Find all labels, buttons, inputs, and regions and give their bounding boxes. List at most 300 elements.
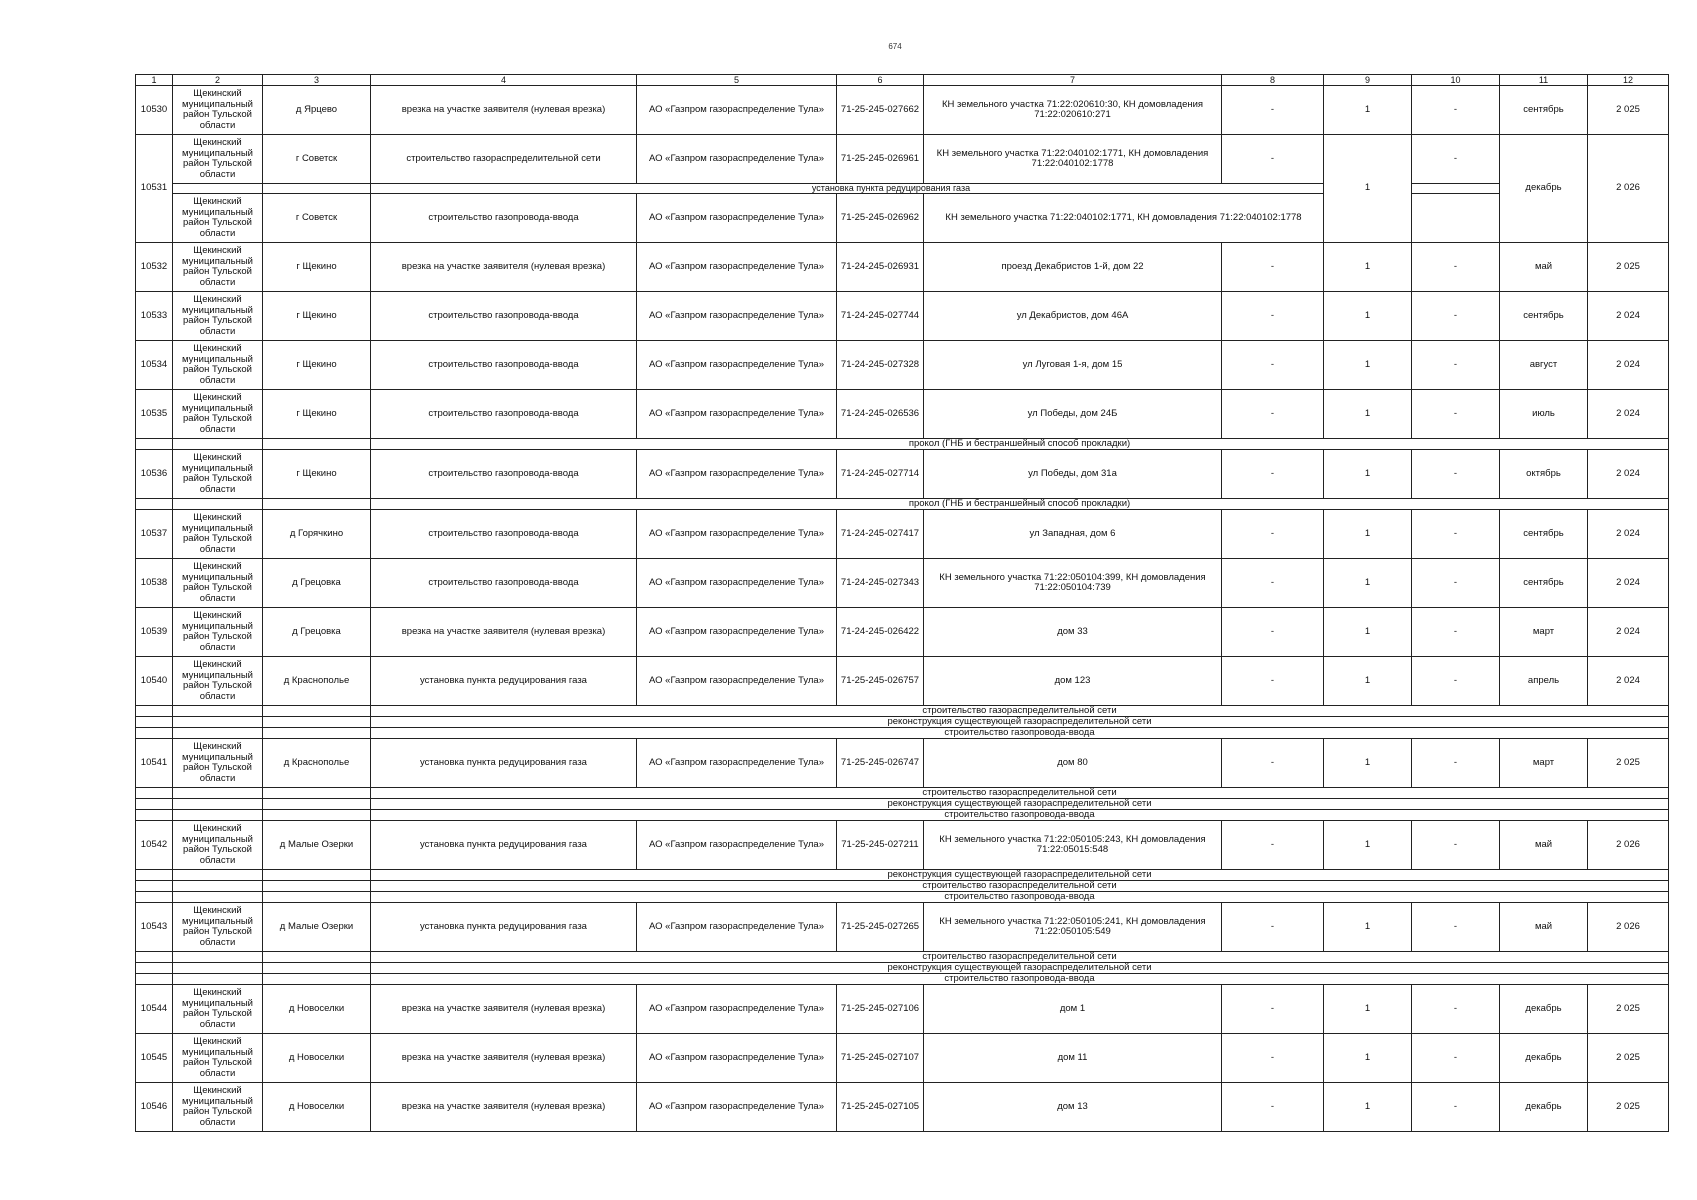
work-type-cell: врезка на участке заявителя (нулевая врезка) xyxy=(371,1034,637,1083)
column-number-row xyxy=(136,75,1669,86)
row-number: 10539 xyxy=(136,608,173,657)
year-cell: 2 025 xyxy=(1588,1083,1669,1132)
object-code-cell: 71-24-245-026422 xyxy=(837,608,924,657)
column-number: 12 xyxy=(1588,75,1669,86)
object-code-cell: 71-25-245-027107 xyxy=(837,1034,924,1083)
sub-row xyxy=(136,963,1669,974)
year-cell: 2 026 xyxy=(1588,903,1669,952)
column-8-cell: - xyxy=(1222,657,1324,706)
locality-cell: д Ярцево xyxy=(263,86,371,135)
column-8-cell: - xyxy=(1222,135,1324,184)
year-cell: 2 025 xyxy=(1588,86,1669,135)
locality-cell: г Щекино xyxy=(263,450,371,499)
district-cell: Щекинский муниципальный район Тульской области xyxy=(173,903,263,952)
row-number: 10533 xyxy=(136,292,173,341)
object-code-cell: 71-25-245-027662 xyxy=(837,86,924,135)
month-cell: апрель xyxy=(1500,657,1588,706)
table-row xyxy=(136,608,1669,657)
table-row xyxy=(136,510,1669,559)
column-number: 6 xyxy=(837,75,924,86)
locality-cell: д Краснополье xyxy=(263,657,371,706)
column-number: 8 xyxy=(1222,75,1324,86)
column-10-cell: - xyxy=(1412,292,1500,341)
empty-cell xyxy=(136,439,173,450)
district-cell: Щекинский муниципальный район Тульской области xyxy=(173,1083,263,1132)
address-cell: дом 11 xyxy=(924,1034,1222,1083)
empty-cell xyxy=(136,892,173,903)
locality-cell: г Щекино xyxy=(263,390,371,439)
address-cell: ул Западная, дом 6 xyxy=(924,510,1222,559)
address-cell: КН земельного участка 71:22:050105:243, КН домовладения 71:22:05015:548 xyxy=(924,821,1222,870)
empty-cell xyxy=(136,728,173,739)
address-cell: КН земельного участка 71:22:020610:30, КН домовладения 71:22:020610:271 xyxy=(924,86,1222,135)
year-cell: 2 024 xyxy=(1588,341,1669,390)
column-8-cell: - xyxy=(1222,510,1324,559)
column-9-cell: 1 xyxy=(1324,390,1412,439)
row-number: 10546 xyxy=(136,1083,173,1132)
sub-row xyxy=(136,952,1669,963)
address-cell: КН земельного участка 71:22:040102:1771, КН домовладения 71:22:040102:1778 xyxy=(924,194,1324,243)
row-number: 10545 xyxy=(136,1034,173,1083)
empty-cell xyxy=(173,974,263,985)
year-cell: 2 024 xyxy=(1588,559,1669,608)
year-cell: 2 024 xyxy=(1588,510,1669,559)
locality-cell: д Новоселки xyxy=(263,1034,371,1083)
column-10-cell: - xyxy=(1412,559,1500,608)
column-10-cell: - xyxy=(1412,1083,1500,1132)
empty-cell xyxy=(263,881,371,892)
address-cell: КН земельного участка 71:22:050104:399, КН домовладения 71:22:050104:739 xyxy=(924,559,1222,608)
empty-cell xyxy=(263,499,371,510)
sub-row-text: прокол (ГНБ и бестраншейный способ прокладки) xyxy=(371,439,1669,450)
sub-row xyxy=(136,499,1669,510)
work-type-cell: врезка на участке заявителя (нулевая врезка) xyxy=(371,985,637,1034)
column-number: 9 xyxy=(1324,75,1412,86)
table-row xyxy=(136,559,1669,608)
address-cell: КН земельного участка 71:22:040102:1771, КН домовладения 71:22:040102:1778 xyxy=(924,135,1222,184)
empty-cell xyxy=(136,952,173,963)
empty-cell xyxy=(136,788,173,799)
sub-row xyxy=(136,799,1669,810)
empty-cell xyxy=(173,728,263,739)
empty-cell xyxy=(136,963,173,974)
page-number: 674 xyxy=(888,42,902,51)
column-9-cell: 1 xyxy=(1324,903,1412,952)
sub-row-text: строительство газопровода-ввода xyxy=(371,892,1669,903)
column-10-cell: - xyxy=(1412,86,1500,135)
district-cell: Щекинский муниципальный район Тульской области xyxy=(173,821,263,870)
column-9-cell: 1 xyxy=(1324,821,1412,870)
column-10-cell: - xyxy=(1412,985,1500,1034)
column-8-cell: - xyxy=(1222,1083,1324,1132)
row-number: 10537 xyxy=(136,510,173,559)
month-cell: сентябрь xyxy=(1500,86,1588,135)
locality-cell: д Новоселки xyxy=(263,1083,371,1132)
empty-cell xyxy=(263,963,371,974)
year-cell: 2 024 xyxy=(1588,608,1669,657)
empty-cell xyxy=(173,963,263,974)
year-cell: 2 024 xyxy=(1588,450,1669,499)
address-cell: дом 80 xyxy=(924,739,1222,788)
row-number: 10540 xyxy=(136,657,173,706)
organization-cell: АО «Газпром газораспределение Тула» xyxy=(637,450,837,499)
month-cell: сентябрь xyxy=(1500,510,1588,559)
column-number: 2 xyxy=(173,75,263,86)
empty-cell xyxy=(173,499,263,510)
column-number: 3 xyxy=(263,75,371,86)
month-cell: май xyxy=(1500,821,1588,870)
empty-cell xyxy=(173,952,263,963)
work-type-cell: врезка на участке заявителя (нулевая врезка) xyxy=(371,1083,637,1132)
work-type-cell: строительство газопровода-ввода xyxy=(371,390,637,439)
organization-cell: АО «Газпром газораспределение Тула» xyxy=(637,608,837,657)
column-10-cell: - xyxy=(1412,608,1500,657)
empty-cell xyxy=(136,706,173,717)
work-type-cell: врезка на участке заявителя (нулевая врезка) xyxy=(371,86,637,135)
column-9-cell: 1 xyxy=(1324,985,1412,1034)
empty-cell xyxy=(263,974,371,985)
column-8-cell: - xyxy=(1222,608,1324,657)
sub-row-text: строительство газопровода-ввода xyxy=(371,728,1669,739)
row-number: 10541 xyxy=(136,739,173,788)
empty-cell xyxy=(136,870,173,881)
column-number: 7 xyxy=(924,75,1222,86)
month-cell: май xyxy=(1500,903,1588,952)
sub-row-text: строительство газораспределительной сети xyxy=(371,788,1669,799)
month-cell: декабрь xyxy=(1500,1083,1588,1132)
district-cell: Щекинский муниципальный район Тульской области xyxy=(173,1034,263,1083)
object-code-cell: 71-25-245-026962 xyxy=(837,194,924,243)
sub-row xyxy=(136,974,1669,985)
column-10-cell: - xyxy=(1412,657,1500,706)
empty-cell xyxy=(263,788,371,799)
month-cell: август xyxy=(1500,341,1588,390)
work-type-cell: установка пункта редуцирования газа xyxy=(371,657,637,706)
district-cell: Щекинский муниципальный район Тульской области xyxy=(173,510,263,559)
month-cell: март xyxy=(1500,608,1588,657)
column-9-cell: 1 xyxy=(1324,657,1412,706)
district-cell: Щекинский муниципальный район Тульской области xyxy=(173,450,263,499)
work-type-cell: врезка на участке заявителя (нулевая врезка) xyxy=(371,243,637,292)
organization-cell: АО «Газпром газораспределение Тула» xyxy=(637,739,837,788)
sub-row xyxy=(136,717,1669,728)
sub-row-text: строительство газораспределительной сети xyxy=(371,952,1669,963)
table-row xyxy=(136,135,1669,184)
column-8-cell: - xyxy=(1222,86,1324,135)
column-8-cell: - xyxy=(1222,292,1324,341)
object-code-cell: 71-25-245-027106 xyxy=(837,985,924,1034)
column-9-cell: 1 xyxy=(1324,739,1412,788)
year-cell: 2 025 xyxy=(1588,985,1669,1034)
address-cell: ул Декабристов, дом 46А xyxy=(924,292,1222,341)
month-cell: декабрь xyxy=(1500,135,1588,243)
empty-cell xyxy=(136,499,173,510)
locality-cell: д Малые Озерки xyxy=(263,821,371,870)
table-row xyxy=(136,194,1669,243)
table-row xyxy=(136,985,1669,1034)
empty-cell xyxy=(173,788,263,799)
column-10-cell: - xyxy=(1412,450,1500,499)
district-cell: Щекинский муниципальный район Тульской области xyxy=(173,341,263,390)
row-number: 10542 xyxy=(136,821,173,870)
month-cell: сентябрь xyxy=(1500,559,1588,608)
row-number: 10536 xyxy=(136,450,173,499)
address-cell: дом 1 xyxy=(924,985,1222,1034)
locality-cell: г Щекино xyxy=(263,243,371,292)
work-type-cell: строительство газопровода-ввода xyxy=(371,510,637,559)
empty-cell xyxy=(136,799,173,810)
column-9-cell: 1 xyxy=(1324,450,1412,499)
district-cell: Щекинский муниципальный район Тульской области xyxy=(173,657,263,706)
work-type-cell: строительство газопровода-ввода xyxy=(371,341,637,390)
column-9-cell: 1 xyxy=(1324,243,1412,292)
sub-row xyxy=(136,788,1669,799)
empty-cell xyxy=(173,881,263,892)
work-type-cell: строительство газопровода-ввода xyxy=(371,292,637,341)
district-cell: Щекинский муниципальный район Тульской области xyxy=(173,608,263,657)
empty-cell xyxy=(263,952,371,963)
month-cell: октябрь xyxy=(1500,450,1588,499)
year-cell: 2 026 xyxy=(1588,135,1669,243)
empty-cell xyxy=(173,717,263,728)
empty-cell xyxy=(136,717,173,728)
organization-cell: АО «Газпром газораспределение Тула» xyxy=(637,559,837,608)
object-code-cell: 71-25-245-027211 xyxy=(837,821,924,870)
organization-cell: АО «Газпром газораспределение Тула» xyxy=(637,821,837,870)
row-number: 10543 xyxy=(136,903,173,952)
column-9-cell: 1 xyxy=(1324,1083,1412,1132)
sub-row-text: установка пункта редуцирования газа xyxy=(371,184,1412,194)
work-type-cell: строительство газопровода-ввода xyxy=(371,559,637,608)
year-cell: 2 025 xyxy=(1588,243,1669,292)
column-8-cell: - xyxy=(1222,1034,1324,1083)
table-row xyxy=(136,243,1669,292)
address-cell: дом 13 xyxy=(924,1083,1222,1132)
empty-cell xyxy=(263,892,371,903)
sub-row xyxy=(136,870,1669,881)
empty-cell xyxy=(173,706,263,717)
year-cell: 2 026 xyxy=(1588,821,1669,870)
column-10-cell: - xyxy=(1412,821,1500,870)
row-number: 10531 xyxy=(136,135,173,243)
sub-row xyxy=(136,439,1669,450)
year-cell: 2 025 xyxy=(1588,739,1669,788)
locality-cell: г Щекино xyxy=(263,341,371,390)
column-10-cell: - xyxy=(1412,739,1500,788)
organization-cell: АО «Газпром газораспределение Тула» xyxy=(637,985,837,1034)
sub-row-text: реконструкция существующей газораспределительной сети xyxy=(371,870,1669,881)
column-9-cell: 1 xyxy=(1324,86,1412,135)
work-type-cell: строительство газопровода-ввода xyxy=(371,450,637,499)
address-cell: дом 33 xyxy=(924,608,1222,657)
sub-row-text: реконструкция существующей газораспределительной сети xyxy=(371,717,1669,728)
year-cell: 2 024 xyxy=(1588,390,1669,439)
locality-cell: д Новоселки xyxy=(263,985,371,1034)
locality-cell: д Краснополье xyxy=(263,739,371,788)
column-9-cell: 1 xyxy=(1324,292,1412,341)
empty-cell xyxy=(263,870,371,881)
object-code-cell: 71-25-245-026747 xyxy=(837,739,924,788)
empty-cell xyxy=(263,184,371,194)
empty-cell xyxy=(263,728,371,739)
empty-cell xyxy=(173,439,263,450)
month-cell: сентябрь xyxy=(1500,292,1588,341)
empty-cell xyxy=(1412,194,1500,243)
year-cell: 2 024 xyxy=(1588,292,1669,341)
sub-row-text: реконструкция существующей газораспределительной сети xyxy=(371,963,1669,974)
organization-cell: АО «Газпром газораспределение Тула» xyxy=(637,292,837,341)
column-9-cell: 1 xyxy=(1324,608,1412,657)
empty-cell xyxy=(136,881,173,892)
organization-cell: АО «Газпром газораспределение Тула» xyxy=(637,903,837,952)
year-cell: 2 024 xyxy=(1588,657,1669,706)
registry-body xyxy=(136,75,1669,1132)
row-number: 10544 xyxy=(136,985,173,1034)
table-row xyxy=(136,86,1669,135)
column-9-cell: 1 xyxy=(1324,135,1412,243)
sub-row-text: строительство газопровода-ввода xyxy=(371,974,1669,985)
organization-cell: АО «Газпром газораспределение Тула» xyxy=(637,390,837,439)
object-code-cell: 71-24-245-027417 xyxy=(837,510,924,559)
district-cell: Щекинский муниципальный район Тульской области xyxy=(173,739,263,788)
locality-cell: г Советск xyxy=(263,194,371,243)
district-cell: Щекинский муниципальный район Тульской области xyxy=(173,135,263,184)
object-code-cell: 71-24-245-027328 xyxy=(837,341,924,390)
address-cell: проезд Декабристов 1-й, дом 22 xyxy=(924,243,1222,292)
empty-cell xyxy=(263,717,371,728)
row-number: 10535 xyxy=(136,390,173,439)
organization-cell: АО «Газпром газораспределение Тула» xyxy=(637,657,837,706)
organization-cell: АО «Газпром газораспределение Тула» xyxy=(637,243,837,292)
table-row xyxy=(136,292,1669,341)
object-code-cell: 71-24-245-026536 xyxy=(837,390,924,439)
sub-row xyxy=(136,892,1669,903)
work-type-cell: строительство газораспределительной сети xyxy=(371,135,637,184)
month-cell: март xyxy=(1500,739,1588,788)
column-8-cell: - xyxy=(1222,985,1324,1034)
row-number: 10532 xyxy=(136,243,173,292)
column-8-cell: - xyxy=(1222,450,1324,499)
locality-cell: д Малые Озерки xyxy=(263,903,371,952)
sub-row-text: строительство газопровода-ввода xyxy=(371,810,1669,821)
empty-cell xyxy=(173,184,263,194)
column-10-cell: - xyxy=(1412,135,1500,184)
table-row xyxy=(136,390,1669,439)
column-number: 5 xyxy=(637,75,837,86)
locality-cell: д Грецовка xyxy=(263,608,371,657)
object-code-cell: 71-24-245-027744 xyxy=(837,292,924,341)
column-10-cell: - xyxy=(1412,341,1500,390)
row-number: 10530 xyxy=(136,86,173,135)
object-code-cell: 71-25-245-026757 xyxy=(837,657,924,706)
address-cell: ул Победы, дом 31а xyxy=(924,450,1222,499)
organization-cell: АО «Газпром газораспределение Тула» xyxy=(637,1034,837,1083)
month-cell: декабрь xyxy=(1500,985,1588,1034)
empty-cell xyxy=(263,706,371,717)
empty-cell xyxy=(1412,184,1500,194)
empty-cell xyxy=(173,870,263,881)
column-8-cell: - xyxy=(1222,821,1324,870)
organization-cell: АО «Газпром газораспределение Тула» xyxy=(637,135,837,184)
column-10-cell: - xyxy=(1412,243,1500,292)
work-type-cell: установка пункта редуцирования газа xyxy=(371,903,637,952)
object-code-cell: 71-25-245-027105 xyxy=(837,1083,924,1132)
column-8-cell: - xyxy=(1222,903,1324,952)
sub-row xyxy=(136,706,1669,717)
sub-row-text: реконструкция существующей газораспределительной сети xyxy=(371,799,1669,810)
address-cell: КН земельного участка 71:22:050105:241, КН домовладения 71:22:050105:549 xyxy=(924,903,1222,952)
table-row xyxy=(136,821,1669,870)
work-type-cell: врезка на участке заявителя (нулевая врезка) xyxy=(371,608,637,657)
column-10-cell: - xyxy=(1412,903,1500,952)
object-code-cell: 71-24-245-026931 xyxy=(837,243,924,292)
locality-cell: д Горячкино xyxy=(263,510,371,559)
work-type-cell: строительство газопровода-ввода xyxy=(371,194,637,243)
organization-cell: АО «Газпром газораспределение Тула» xyxy=(637,194,837,243)
empty-cell xyxy=(263,810,371,821)
district-cell: Щекинский муниципальный район Тульской области xyxy=(173,86,263,135)
table-row xyxy=(136,657,1669,706)
district-cell: Щекинский муниципальный район Тульской области xyxy=(173,390,263,439)
empty-cell xyxy=(173,810,263,821)
object-code-cell: 71-24-245-027343 xyxy=(837,559,924,608)
object-code-cell: 71-25-245-027265 xyxy=(837,903,924,952)
sub-row xyxy=(136,881,1669,892)
organization-cell: АО «Газпром газораспределение Тула» xyxy=(637,510,837,559)
column-10-cell: - xyxy=(1412,1034,1500,1083)
month-cell: декабрь xyxy=(1500,1034,1588,1083)
table-row xyxy=(136,341,1669,390)
work-type-cell: установка пункта редуцирования газа xyxy=(371,739,637,788)
empty-cell xyxy=(136,974,173,985)
sub-row xyxy=(136,728,1669,739)
address-cell: ул Победы, дом 24Б xyxy=(924,390,1222,439)
table-row xyxy=(136,1034,1669,1083)
table-row xyxy=(136,903,1669,952)
work-type-cell: установка пункта редуцирования газа xyxy=(371,821,637,870)
district-cell: Щекинский муниципальный район Тульской области xyxy=(173,194,263,243)
column-10-cell: - xyxy=(1412,510,1500,559)
year-cell: 2 025 xyxy=(1588,1034,1669,1083)
district-cell: Щекинский муниципальный район Тульской области xyxy=(173,559,263,608)
column-9-cell: 1 xyxy=(1324,559,1412,608)
column-9-cell: 1 xyxy=(1324,510,1412,559)
sub-row xyxy=(136,810,1669,821)
sub-row xyxy=(136,184,1669,194)
column-9-cell: 1 xyxy=(1324,341,1412,390)
table-row xyxy=(136,1083,1669,1132)
column-10-cell: - xyxy=(1412,390,1500,439)
district-cell: Щекинский муниципальный район Тульской области xyxy=(173,243,263,292)
sub-row-text: строительство газораспределительной сети xyxy=(371,706,1669,717)
column-8-cell: - xyxy=(1222,739,1324,788)
column-8-cell: - xyxy=(1222,243,1324,292)
organization-cell: АО «Газпром газораспределение Тула» xyxy=(637,1083,837,1132)
empty-cell xyxy=(173,892,263,903)
table-row xyxy=(136,450,1669,499)
sub-row-text: прокол (ГНБ и бестраншейный способ прокладки) xyxy=(371,499,1669,510)
column-8-cell: - xyxy=(1222,559,1324,608)
address-cell: ул Луговая 1-я, дом 15 xyxy=(924,341,1222,390)
column-number: 10 xyxy=(1412,75,1500,86)
month-cell: июль xyxy=(1500,390,1588,439)
empty-cell xyxy=(263,799,371,810)
locality-cell: г Советск xyxy=(263,135,371,184)
sub-row-text: строительство газораспределительной сети xyxy=(371,881,1669,892)
empty-cell xyxy=(263,439,371,450)
row-number: 10538 xyxy=(136,559,173,608)
object-code-cell: 71-25-245-026961 xyxy=(837,135,924,184)
